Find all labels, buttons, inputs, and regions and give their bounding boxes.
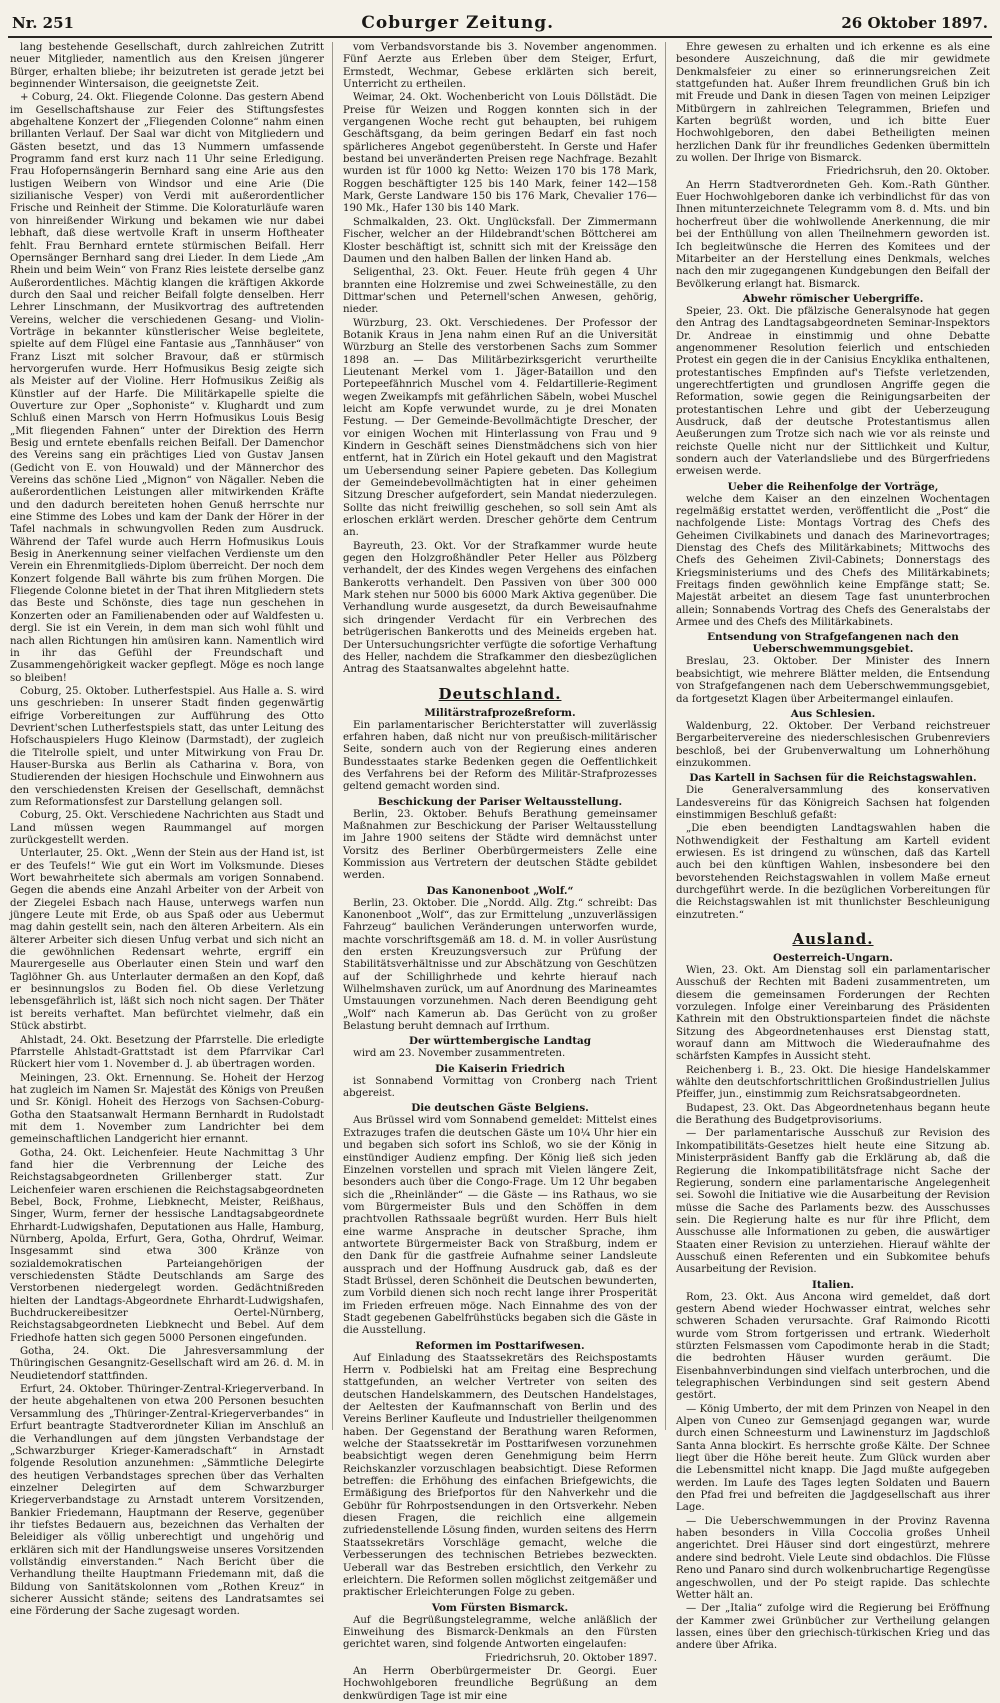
- article-headline: Das Kanonenboot „Wolf.“: [426, 884, 574, 897]
- column-1: [10, 42, 333, 1618]
- dateline: Friedrichsruh, 20. Oktober 1897.: [485, 1652, 657, 1664]
- article-headline: Beschickung der Pariser Weltausstellung.: [377, 795, 623, 808]
- article-headline: Der württembergische Landtag: [408, 1035, 592, 1048]
- article-headline: Reformen im Posttarifwesen.: [415, 1339, 585, 1352]
- article-paragraph: Würzburg, 23. Okt. Verschiedenes. Der Professor der Botanik Kraus in Jena nahm einen Ruf an die Universität Würzburg an Stelle des verstorbenen Sachs zum Sommer 1898 an. — Das Militärbezirksgericht verurtheilte Lieutenant Merkel vom 1. Jäger-Bataillon und den Portepeefähnrich Muschel vom 4. Feldartillerie-Regiment wegen Zweikampfs mit gefährlichen Säbeln, wobei Muschel leicht am Kopfe verwundet wurde, zu je drei Monaten Festung. — Der Gemeinde-Bevollmächtigte Drescher, der vor einigen Wochen mit Hinterlassung von Frau und 9 Kindern in Geschäft seines Dienstmädchens sich von hier entfernt, hat in Zürich ein Hotel gekauft und den Magistrat um Uebersendung seiner Papiere gebeten. Das Kollegium der Gemeindebevollmächtigten hat in einer geheimen Sitzung Drescher aufgefordert, sein Mandat niederzulegen. Sollte das nicht freiwillig geschehen, so soll sein Amt als erloschen erklärt werden. Drescher gehörte dem Centrum an.: [343, 317, 657, 539]
- article-headline: Entsendung von Strafgefangenen nach den Ueberschwemmungsgebiet.: [707, 631, 959, 656]
- section-heading-ausland: Ausland.: [792, 930, 874, 948]
- column-2: [343, 42, 666, 1702]
- article-paragraph: Speier, 23. Okt. Die pfälzische Generalsynode hat gegen den Antrag des Landtagsabgeordneten Seminar-Inspektors Dr. Andreae in einstimmig und ohne Debatte angenommener Resolution feierlich und entschieden Protest ein gegen die in der Canisius Encyklika enthaltenen, protestantisches Empfinden auf's Tiefste verletzenden, ungerechtfertigten und grundlosen Angriffe gegen die Reformation, sowie gegen die Reinigungsarbeiten der protestantischen Lehre und gibt der Ueberzeugung Ausdruck, daß der deutsche Protestantismus allen Aeußerungen zum Trotze sich nach wie vor als reinste und reichste Quelle nicht nur der Sittlichkeit und Kultur, sondern auch der Vaterlandsliebe und des Bürgerfriedens erweisen werde.: [676, 305, 990, 478]
- article-paragraph: Auf Einladung des Staatssekretärs des Reichspostamts Herrn v. Podbielski hat am Freitag eine Besprechung stattgefunden, an welcher Vertreter von seiten des deutschen Handelskammern, des Deutschen Handelstages, der Aeltesten der Kaufmannschaft von Berlin und des Vereins Berliner Kaufleute und Industrieller theilgenommen haben. Der Gegenstand der Berathung waren Reformen, welche der Staatssekretär im Posttarifwesen vorzunehmen beabsichtigt wegen deren Genehmigung beim Herrn Reichskanzler vorzuschlagen beabsichtigt. Diese Reformen betreffen: die Erhöhung des einfachen Briefgewichts, die Ermäßigung des Briefportos für den Nahverkehr und die Gebühr für Rohrpostsendungen in den Ortsverkehr. Neben diesen Fragen, die reichlich eine allgemein zufriedenstellende Lösung finden, wurden seitens des Herrn Staatssekretärs Vorschläge gemacht, welche die Verbesserungen des technischen Betriebes bezweckten. Ueberall war das Bestreben ersichtlich, den Verkehr zu erleichtern. Die Reformen sollen möglichst zeitgemäßer und praktischer Erleichterungen Folge zu geben.: [343, 1352, 657, 1599]
- article-paragraph: Rom, 23. Okt. Aus Ancona wird gemeldet, daß dort gestern Abend wieder Hochwasser eintrat, welches sehr schweren Schaden verursachte. Graf Raimondo Ricotti wurde vom Strom fortgerissen und ertrank. Wiederholt stürzten Felsmassen vom Capodimonte herab in die Stadt; die bedrohten Häuser wurden geräumt. Die Eisenbahnverbindungen sind vielfach unterbrochen, und die telegraphischen Verbindungen sind seit gestern Abend gestört.: [676, 1291, 990, 1402]
- dateline: Friedrichsruh, den 20. Oktober.: [826, 166, 990, 178]
- article-paragraph: Aus Brüssel wird vom Sonnabend gemeldet: Mittelst eines Extrazuges trafen die deutschen Gäste um 10¼ Uhr hier ein und begaben sich sofort ins Schloß, wo sie der König in einstündiger Audienz empfing. Der König ließ sich jeden Einzelnen vorstellen und sprach mit Vielen längere Zeit, besonders auch über die Congo-Frage. Um 12 Uhr begaben sich die „Rheinländer“ — die Gäste — ins Rathaus, wo sie vom Bürgermeister Buls und den Schöffen in dem prachtvollen Rathssaale begrüßt wurden. Herr Buls hielt eine warme Ansprache in deutscher Sprache, ihm antwortete Bürgermeister Back von Straßburg, indem er den Dank für die gastfreie Aufnahme seiner Landsleute aussprach und der Hoffnung Ausdruck gab, daß es der Stadt Brüssel, deren Schönheit die Deutschen bewunderten, zum Vorbild dienen sich noch recht lange ihrer Prosperität im Frieden erfreuen möge. Nach Einnahme des von der Stadt gegebenen Gabelfrühstücks begaben sich die Gäste in die Ausstellung.: [343, 1115, 657, 1337]
- article-headline: Militärstrafprozeßreform.: [424, 706, 576, 719]
- article-headline: Das Kartell in Sachsen für die Reichstagswahlen.: [689, 772, 977, 785]
- article-paragraph: Berlin, 23. Oktober. Die „Nordd. Allg. Ztg.“ schreibt: Das Kanonenboot „Wolf“, das zur Ermittelung „unzuverlässigen Fahrzeug“ baulichen Veränderungen unterworfen wurde, machte vorschriftsgemäß am 18. d. M. in voller Ausrüstung den ersten Kreuzungsversuch zur Prüfung der Stabilitätsverhältnisse und zur Abschätzung von Geschützen auf der Schillighrhede und kehrte hierauf nach Wilhelmshaven zurück, um auf Anordnung des Marineamtes Umstauungen vorzunehmen. Nach deren Beendigung geht „Wolf“ nach Kamerun ab. Das Gerücht von zu großer Belastung beruht demnach auf Irrthum.: [343, 897, 657, 1033]
- article-paragraph: Bayreuth, 23. Okt. Vor der Strafkammer wurde heute gegen den Holzgroßhändler Peter Heller aus Pölzberg verhandelt, der des Kindes wegen Vergehens des einfachen Bankerotts verhandelt. Den Passiven von über 300 000 Mark stehen nur 5000 bis 6000 Mark Aktiva gegenüber. Die Verhandlung wurde ausgesetzt, da durch Beweisaufnahme sich dringender Verdacht für ein Verbrechen des betrügerischen Bankerotts und des Meineids ergeben hat. Der Untersuchungsrichter verfügte die sofortige Verhaftung des Heller, nachdem die Strafkammer den diesbezüglichen Antrag des Staatsanwaltes abgelehnt hatte.: [343, 540, 657, 676]
- article-paragraph: — Der „Italia“ zufolge wird die Regierung bei Eröffnung der Kammer zwei Grünbücher zur Vertheilung gelangen lassen, eines über den griechisch-türkischen Krieg und das andere über Afrika.: [676, 1603, 990, 1652]
- article-paragraph: Berlin, 23. Oktober. Behufs Berathung gemeinsamer Maßnahmen zur Beschickung der Pariser Weltausstellung im Jahre 1900 seitens der Städte wird demnächst unter Vorsitz des Berliner Oberbürgermeisters Zelle eine Kommission aus Vertretern der deutschen Städte gebildet werden.: [343, 808, 657, 882]
- article-headline: Italien.: [811, 1278, 855, 1291]
- article-headline: Die Kaiserin Friedrich: [435, 1062, 565, 1075]
- article-headline: Die deutschen Gäste Belgiens.: [411, 1102, 589, 1115]
- article-headline: Oesterreich-Ungarn.: [773, 952, 893, 964]
- article-paragraph: — Die Ueberschwemmungen in der Provinz Ravenna haben besonders in Villa Coccolia großes Unheil angerichtet. Drei Häuser sind dort eingestürzt, mehrere andere sind bedroht. Viele Leute sind obdachlos. Die Flüsse Reno und Panaro sind durch wolkenbruchartige Regengüsse angeschwollen, und der Po steigt rapide. Das schlechte Wetter hält an.: [676, 1515, 990, 1601]
- article-paragraph: Auf die Begrüßungstelegramme, welche anläßlich der Einweihung des Bismarck-Denkmals an den Fürsten gerichtet waren, sind folgende Antworten eingelaufen:: [343, 1614, 657, 1651]
- article-paragraph: Waldenburg, 22. Oktober. Der Verband reichstreuer Bergarbeitervereine des niederschlesischen Grubenreviers beschloß, bei der Grubenverwaltung um Lohnerhöhung einzukommen.: [676, 720, 990, 769]
- article-paragraph: Gotha, 24. Okt. Die Jahresversammlung der Thüringischen Gesangnitz-Gesellschaft wird am 26. d. M. in Neudietendorf stattfinden.: [10, 1346, 324, 1382]
- article-paragraph: An Herrn Stadtverordneten Geh. Kom.-Rath Günther. Euer Hochwohlgeboren danke ich verbindlichst für das von Ihnen mitunterzeichnete Telegramm vom 8. d. Mts. und bin hocherfreut über die wohlwollende Anerkennung, die mir bei der Enthüllung von allen Theilnehmern geworden ist. Ich begleitwünsche die Herren des Komitees und der Mitarbeiter an der Herstellung eines Denkmals, welches nach den mir zugegangenen Kundgebungen den Beifall der Bevölkerung erlangt hat. Bismarck.: [676, 179, 990, 290]
- article-paragraph: Erfurt, 24. Oktober. Thüringer-Zentral-Kriegerverband. In der heute abgehaltenen von etwa 200 Personen besuchten Versammlung des „Thüringer-Zentral-Kriegerverbandes“ in Erfurt beantragte Stadtverordneter Kilian im Anschluß an die Verhandlungen auf dem jüngsten Verbandstage der „Schwarzburger Krieger-Kameradschaft“ in Arnstadt folgende Resolution anzunehmen: „Sämmtliche Delegirte des heutigen Verbandstages sprechen über das Verhalten einzelner Delegirten auf dem Schwarzburger Kriegerverbandstage zu Arnstadt unterem Vorsitzenden, Bankier Friedemann, Hauptmann der Reserve, gegenüber ihr tiefstes Bedauern aus, bezeichnen das Verhalten der Beleidiger als völlig unberechtigt und ungehörig und erklären sich mit der Handlungsweise unseres Vorsitzenden vollständig einverstanden.“ Nach Bericht über die Verhandlung theilte Hauptmann Friedemann mit, daß die Bildung von Sanitätskolonnen vom „Rothen Kreuz“ in sicherer Aussicht stände; seitens des Landratsamtes sei eine Förderung der Sache zugesagt worden.: [10, 1384, 324, 1618]
- article-paragraph: Ehre gewesen zu erhalten und ich erkenne es als eine besondere Auszeichnung, daß die mir gewidmete Denkmalsfeier zu einer so erinnerungsreichen Zeit stattgefunden hat. Außer Ihrem freundlichen Gruß bin ich mit Freude und Dank in diesen Tagen von meinen Leipziger Mitbürgern in zahlreichen Telegrammen, Briefen und Karten begrüßt worden, und ich bitte Euer Hochwohlgeboren, den dabei Betheiligten meinen herzlichen Dank für ihr freundliches Gedenken übermitteln zu wollen. Der Ihrige von Bismarck.: [676, 42, 990, 165]
- columns: [10, 42, 990, 1702]
- article-paragraph: Coburg, 25. Oktober. Lutherfestspiel. Aus Halle a. S. wird uns geschrieben: In unserer Stadt finden gegenwärtig eifrige Vorbereitungen zur Aufführung des Otto Devrient'schen Lutherfestspiels statt, das unter Leitung des Hofschauspielers Hugo Kleinow (Darmstadt), der zugleich die Titelrolle spielt, und unter Mitwirkung von Frau Dr. Hauser-Burska aus Berlin als Catharina v. Bora, von Studierenden der hiesigen Hochschule und Einwohnern aus den verschiedensten Kreisen der Gesellschaft, demnächst zum Reformationsfest zur Darstellung gelangen soll.: [10, 685, 324, 808]
- article-headline: Aus Schlesien.: [790, 707, 876, 720]
- article-headline: Ueber die Reihenfolge der Vorträge,: [727, 480, 939, 493]
- article-paragraph: Coburg, 25. Okt. Verschiedene Nachrichten aus Stadt und Land müssen wegen Raummangel auf morgen zurückgestellt werden.: [10, 810, 324, 846]
- article-paragraph: ist Sonnabend Vormittag von Cronberg nach Trient abgereist.: [343, 1075, 657, 1100]
- section-heading-deutschland: Deutschland.: [438, 684, 562, 703]
- article-paragraph: welche dem Kaiser an den einzelnen Wochentagen regelmäßig erstattet werden, veröffentlicht die „Post“ die nachfolgende Liste: Montags Vortrag des Chefs des Geheimen Civilkabinets und danach des Marinevortrages; Dienstag des Chefs des Militärkabinets; Mittwochs des Chefs des Geheimen Zivil-Cabinets; Donnerstags des Kriegsministeriums und des Chefs des Militärkabinets; Freitags finden gewöhnlich keine Empfänge statt; Se. Majestät arbeitet an diesem Tage fast ununterbrochen allein; Sonnabends Vortrag des Chefs des Generalstabs der Armee und des Chefs des Militärkabinets.: [676, 493, 990, 629]
- article-paragraph: Seligenthal, 23. Okt. Feuer. Heute früh gegen 4 Uhr brannten eine Holzremise und zwei Schweineställe, zu den Dittmar'schen und Peternell'schen Anwesen, gehörig, nieder.: [343, 267, 657, 316]
- article-paragraph: + Coburg, 24. Okt. Fliegende Colonne. Das gestern Abend im Gesellschaftshause zur Feier des Stiftungsfestes abgehaltene Konzert der „Fliegenden Colonne“ nahm einen brillanten Verlauf. Der Saal war dicht von Mitgliedern und Gästen besetzt, und das 13 Nummern umfassende Programm fand erst kurz nach 11 Uhr seine Erledigung. Frau Hofopernsängerin Bernhard sang eine Arie aus den lustigen Weibern von Windsor und eine Arie (Die sizilianische Vesper) von Verdi mit außerordentlicher Frische und Reinheit der Stimme. Die Koloraturläufe waren von hinreißender Wirkung und bekamen wie nur dabei lebhaft, daß diese wertvolle Kraft in unserm Hoftheater fehlt. Frau Bernhard erntete stürmischen Beifall. Herr Opernsänger Bernhard sang drei Lieder. In dem Liede „Am Rhein und beim Wein“ von Franz Ries leistete derselbe ganz Außerordentliches. Mächtig klangen die kräftigen Akkorde durch den Saal und reicher Beifall folgte denselben. Herr Lehrer Linschmann, der Musikvortrag des auftretenden Vereins, welcher die verschiedenen Gesang- und Violin-Vorträge in bekannter künstlerischer Weise begleitete, spielte auf dem Flügel eine Fantasie aus „Tannhäuser“ von Franz Liszt mit solcher Bravour, daß er stürmisch hervorgerufen wurde. Herr Hofmusikus Besig zeigte sich als Meister auf der Violine. Herr Hofmusikus Zeißig als Künstler auf der Harfe. Die Militärkapelle spielte die Ouverture zur Oper „Sophoniste“ v. Klughardt und zum Schluß einen Marsch von Herrn Hofmusikus Louis Besig „Mit fliegenden Fahnen“ unter der Direktion des Herrn Besig und erntete ebenfalls reichen Beifall. Der Damenchor des Vereins sang ein prächtiges Lied von Gustav Jansen (Gedicht von E. von Houwald) und der Männerchor des Vereins das schöne Lied „Mignon“ von Nägaller. Neben die außerordentlichen Leistungen aller mitwirkenden Kräfte und den dadurch bereiteten hohen Genuß herrschte nur eine Stimme des Lobes und kam der Dank der Hörer in der Tafel nachmals in schwungvollen Reden zum Ausdruck. Während der Tafel wurde auch Herrn Hofmusikus Louis Besig in Anerkennung seiner vielfachen Verdienste um den Verein ein Ehrenmitglieds-Diplom überreicht. Der noch dem Konzert folgende Ball währte bis zum frühen Morgen. Die Fliegende Colonne bietet in der That ihren Mitgliedern stets das Beste und Schönste, dies tage nun geschehen in Konzerten oder an Familienabenden oder auf Waldfesten u. dergl. Sie ist ein Verein, in dem man sich wohl fühlt und nach allen Richtungen hin amüsiren kann. Namentlich wird in ihr das Gefühl der Freundschaft und Zusammengehörigkeit wacker gepflegt. Möge es noch lange so bleiben!: [10, 92, 324, 684]
- article-paragraph: Ahlstadt, 24. Okt. Besetzung der Pfarrstelle. Die erledigte Pfarrstelle Ahlstadt-Grattstadt ist dem Pfarrvikar Carl Rückert hier vom 1. November d. J. ab übertragen worden.: [10, 1034, 324, 1071]
- article-paragraph: lang bestehende Gesellschaft, durch zahlreichen Zutritt neuer Mitglieder, namentlich aus den Kreisen jüngerer Bürger, erhalten bliebe; ihr beizutreten ist gerade jetzt bei beginnender Wintersaison, die geeignetste Zeit.: [10, 42, 324, 91]
- article-paragraph: Budapest, 23. Okt. Das Abgeordnetenhaus begann heute die Berathung des Budgetprovisoriums.: [676, 1102, 990, 1127]
- article-paragraph: Unterlauter, 25. Okt. „Wenn der Stein aus der Hand ist, ist er des Teufels!“ Wie gut ein Wort im Volksmunde. Dieses Wort bewahrheitete sich abermals am vorigen Sonnabend. Gegen die abends eine Anzahl Arbeiter von der Arbeit von der Ziegelei Esbach nach Hause, unterwegs warfen nun jüngere Leute mit Erde, ob aus Spaß oder aus Uebermut mag dahin gestellt sein, nach den älteren Arbeitern. Als ein älterer Arbeiter sich diesen Unfug verbat und sich nicht an die gewöhnlichen Redensart wehrte, ergriff ein Maurergeselle aus Oberlauter einen Stein und warf den Taglöhner Gh. aus Unterlauter dermaßen an den Kopf, daß er besinnungslos zu Boden fiel. Ob diese Verletzung lebensgefährlich ist, läßt sich noch nicht sagen. Der Thäter ist bereits verhaftet. Man befürchtet vielmehr, daß ein Stück abstirbt.: [10, 848, 324, 1033]
- article-paragraph: Die Generalversammlung des konservativen Landesvereins für das Königreich Sachsen hat folgenden einstimmigen Beschluß gefaßt:: [676, 785, 990, 821]
- article-paragraph: — Der parlamentarische Ausschuß zur Revision des Inkompatibilitäts-Gesetzes hielt heute eine Sitzung ab. Ministerpräsident Banffy gab die Erklärung ab, daß die Regierung die Inkompatibilitätsfrage nicht Sache der Regierung, sondern eine parlamentarische Angelegenheit sei. Sowohl die Initiative wie die Ausarbeitung der Revision müsse die Sache des Parlaments bezw. des Ausschusses sein. Die Regierung halte es nur für ihre Pflicht, dem Ausschusse alle Informationen zu geben, die auswärtiger Staaten einer Revision zu unterziehen. Hierauf wählte der Ausschuß einen Referenten und ein Subkomitee behufs Ausarbeitung der Revision.: [676, 1128, 990, 1276]
- column-3: [676, 42, 990, 1652]
- issue-number: Nr. 251: [12, 14, 74, 32]
- article-paragraph: Ein parlamentarischer Berichterstatter will zuverlässig erfahren haben, daß nicht nur von preußisch-militärischer Seite, sondern auch von der Regierung eines anderen Bundesstaates starke Bedenken gegen die Oeffentlichkeit des Verfahrens bei der Reform des Militär-Strafprozesses geltend gemacht worden sind.: [343, 719, 657, 793]
- article-paragraph: Meiningen, 23. Okt. Ernennung. Se. Hoheit der Herzog hat zugleich im Namen Sr. Majestät des Königs von Preußen und Sr. Königl. Hoheit des Herzogs von Sachsen-Coburg-Gotha den Staatsanwalt Hermann Bernhardt in Rudolstadt mit dem 1. November zum Landrichter bei dem gemeinschaftlichen Landgericht hier ernannt.: [10, 1072, 324, 1146]
- article-paragraph: Gotha, 24. Okt. Leichenfeier. Heute Nachmittag 3 Uhr fand hier die Verbrennung der Leiche des Reichstagsabgeordneten Grillenberger statt. Zur Leichenfeier waren erschienen die Reichstagsabgeordneten Bebel, Bock, Frohme, Liebknecht, Meister, Reißhaus, Singer, Wurm, ferner der hessische Landtagsabgeordnete Ehrhardt-Ludwigshafen, Deputationen aus Halle, Hamburg, Nürnberg, Apolda, Erfurt, Gera, Gotha, Ohrdruf, Weimar. Insgesammt sind etwa 300 Kränze von sozialdemokratischen Parteiangehörigen der verschiedensten Städte Deutschlands am Sarge des Verstorbenen niedergelegt worden. Gedächtnißreden hielten der Landtags-Abgeordnete Ehrhardt-Ludwigshafen, Buchdruckereibesitzer Oertel-Nürnberg, Reichstagsabgeordneten Liebknecht und Bebel. Auf dem Friedhofe hatten sich gegen 5000 Personen eingefunden.: [10, 1147, 324, 1344]
- article-headline: Abwehr römischer Uebergriffe.: [742, 292, 924, 305]
- article-paragraph: Schmalkalden, 23. Okt. Unglücksfall. Der Zimmermann Fischer, welcher an der Hildebrandt'schen Böttcherei am Kloster beschäftigt ist, schnitt sich mit der Kreissäge den Daumen und den halben Ballen der linken Hand ab.: [343, 216, 657, 265]
- article-paragraph: Weimar, 24. Okt. Wochenbericht von Louis Döllstädt. Die Preise für Weizen und Roggen konnten sich in der vergangenen Woche recht gut behaupten, bei ruhigem Geschäftsgang, da beim geringen Bedarf ein fast noch spärlicheres Angebot gegenübersteht. In Gerste und Hafer bestand bei unveränderten Preisen rege Nachfrage. Bezahlt wurden ist für 1000 kg Netto: Weizen 170 bis 178 Mark, Roggen beschäftigter 125 bis 140 Mark, feiner 142—158 Mark, Gerste Landware 150 bis 176 Mark, Chevalier 176—190 Mk., Hafer 130 bis 140 Mark.: [343, 92, 657, 215]
- masthead: [8, 10, 992, 38]
- issue-date: 26 Oktober 1897.: [841, 14, 988, 32]
- newspaper-title: Coburger Zeitung.: [361, 13, 555, 33]
- article-paragraph: wird am 23. November zusammentreten.: [353, 1048, 566, 1060]
- article-paragraph: Wien, 23. Okt. Am Dienstag soll ein parlamentarischer Ausschuß der Rechten mit Badeni zusammentreten, um diesem die gemeinsamen Forderungen der Rechten vorzulegen. Infolge einer Vereinbarung des Präsidenten Kathrein mit den Obstruktionsparteien findet die nächste Sitzung des Abgeordnetenhauses erst Dienstag statt, worauf dann am Mittwoch die Wiederaufnahme des schärfsten Kampfes in Aussicht steht.: [676, 965, 990, 1063]
- article-paragraph: An Herrn Oberbürgermeister Dr. Georgi. Euer Hochwohlgeboren freundliche Begrüßung an dem denkwürdigen Tage ist mir eine: [343, 1665, 657, 1702]
- article-headline: Vom Fürsten Bismarck.: [431, 1601, 569, 1614]
- article-paragraph: — König Umberto, der mit dem Prinzen von Neapel in den Alpen von Cuneo zur Gemsenjagd gegangen war, wurde durch einen Schneesturm und Lawinensturz im Jagdschloß Santa Anna blockirt. Es herrschte große Kälte. Der Schnee liegt über die Höhe bereit heute. Zum Glück wurden aber die Lebensmittel nicht knapp. Die Jagd mußte aufgegeben werden. Im Laufe des Tages legten Soldaten und Bauern den Pfad frei und befreiten die Jagdgesellschaft aus ihrer Lage.: [676, 1403, 990, 1514]
- article-paragraph: vom Verbandsvorstande bis 3. November angenommen. Fünf Aerzte aus Erleben über dem Steiger, Erfurt, Ermstedt, Wechmar, Gebese erklärten sich bereit, Unterricht zu ertheilen.: [343, 42, 657, 91]
- article-paragraph: Reichenberg i. B., 23. Okt. Die hiesige Handelskammer wählte den deutschfortschrittlichen Großindustriellen Julius Pfeiffer, jun., einstimmig zum Reichsratsabgeordneten.: [676, 1064, 990, 1101]
- article-quote: „Die eben beendigten Landtagswahlen haben die Nothwendigkeit der Festhaltung am Kartell evident erwiesen. Es ist dringend zu wünschen, daß das Kartell auch bei den künftigen Wahlen, insbesondere bei den bevorstehenden Reichstagswahlen in vollem Maße erneut durchgeführt werde. In die bezüglichen Vorbereitungen für die Reichstagswahlen ist mit thunlichster Beschleunigung einzutreten.“: [676, 823, 990, 921]
- article-paragraph: Breslau, 23. Oktober. Der Minister des Innern beabsichtigt, wie mehrere Blätter melden, die Entsendung von Strafgefangenen nach dem Ueberschwemmungsgebiet, da fortgesetzt Klagen über Arbeitermangel einlaufen.: [676, 656, 990, 705]
